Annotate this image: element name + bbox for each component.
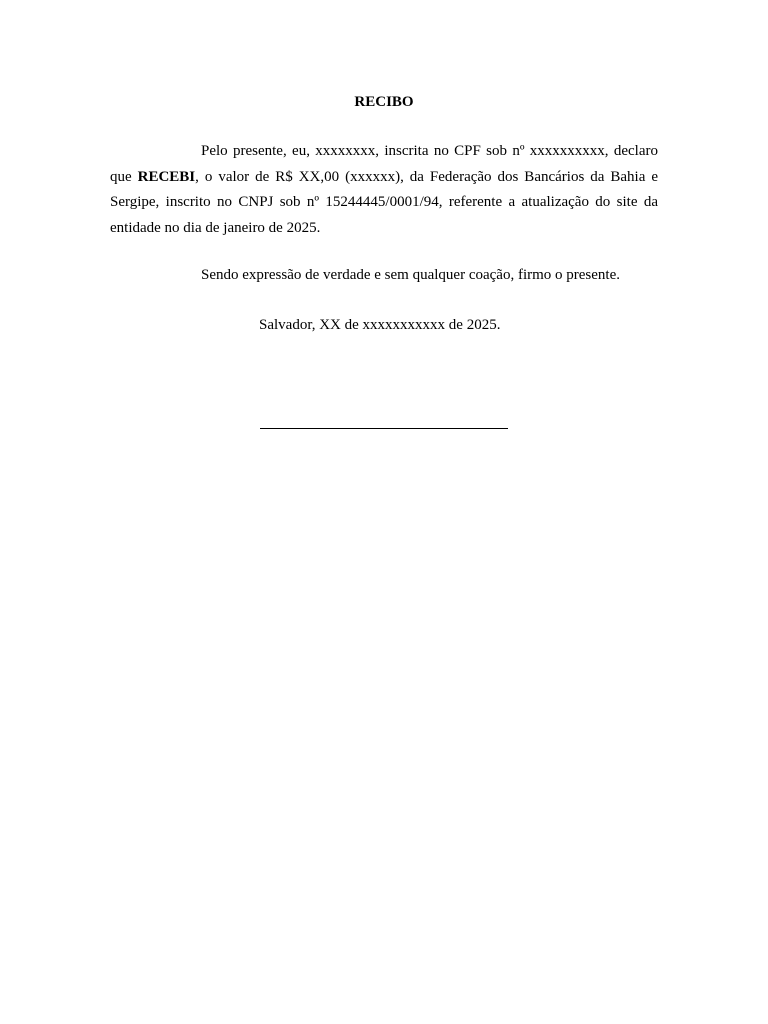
declaration-text-start: Pelo presente, eu, xxxxxxxx, inscrita no CPF sob nº xxxxxxxxxx, declaro que	[110, 143, 658, 185]
document-title: RECIBO	[354, 94, 414, 110]
declaration-text-end: , o valor de R$ XX,00 (xxxxxx), da Federação dos Bancários da Bahia e Sergipe, inscrito no CNPJ sob nº 15244445/0001/94, referente a atualização do site da entidade no dia de janeiro de 2025.	[110, 168, 658, 236]
truth-statement: Sendo expressão de verdade e sem qualquer coação, firmo o presente.	[201, 267, 620, 283]
receipt-declaration-paragraph	[110, 139, 658, 241]
place-and-date: Salvador, XX de xxxxxxxxxxx de 2025.	[259, 317, 501, 333]
declaration-bold-received: RECEBI	[137, 168, 196, 185]
signature-line	[260, 428, 508, 429]
